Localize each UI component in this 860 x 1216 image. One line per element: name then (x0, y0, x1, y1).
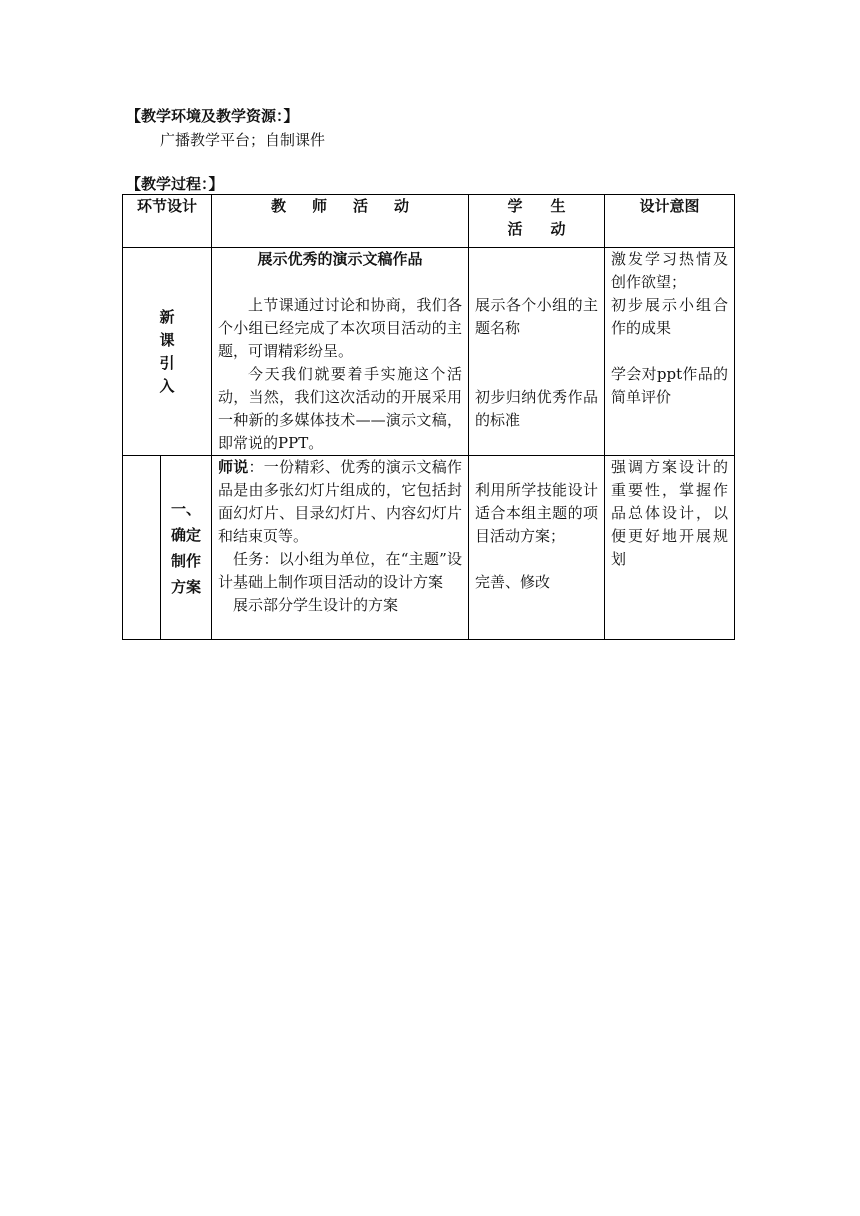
header-section: 环节设计 (123, 195, 212, 248)
student-activity-cell (469, 248, 605, 456)
design-intent-cell (605, 248, 735, 456)
student-activity-text: 完善、修改 (475, 573, 551, 591)
process-heading: 【教学过程：】 (126, 175, 224, 193)
teacher-activity-title: 展示优秀的演示文稿作品 (257, 250, 423, 268)
table-row (123, 456, 735, 640)
teacher-paragraph: 今天我们就要着手实施这个活动，当然，我们这次活动的开展采用一种新的多媒体技术——演示文稿，即常说的PPT。 (218, 365, 463, 452)
design-intent-cell (605, 456, 735, 640)
teacher-activity-cell (212, 456, 469, 640)
teacher-says-label: 师说 (218, 458, 249, 476)
student-activity-text: 利用所学技能设计适合本组主题的项目活动方案； (475, 481, 599, 545)
student-activity-text: 初步归纳优秀作品的标准 (475, 388, 599, 429)
student-activity-text: 展示各个小组的主题名称 (475, 296, 599, 337)
teacher-paragraph: 展示部分学生设计的方案 (233, 596, 399, 614)
student-activity-cell (469, 456, 605, 640)
teacher-paragraph: 上节课通过讨论和协商，我们各个小组已经完成了本次项目活动的主题，可谓精彩纷呈。 (218, 296, 463, 360)
environment-text: 广播教学平台；自制课件 (160, 131, 326, 149)
teacher-paragraph: 师说：一份精彩、优秀的演示文稿作品是由多张幻灯片组成的，它包括封面幻灯片、目录幻灯片、内容幻灯片和结束页等。 (218, 458, 463, 545)
section-spacer-cell (123, 456, 161, 640)
design-intent-text: 学会对ppt作品的简单评价 (611, 365, 729, 406)
section-new-lesson: 新 课 引 入 (123, 248, 212, 456)
design-intent-text: 激发学习热情及创作欲望； (611, 250, 729, 291)
header-student: 学生 活动 (469, 195, 605, 248)
design-intent-text: 初步展示小组合作的成果 (611, 296, 729, 337)
teacher-paragraph: 任务：以小组为单位，在“主题”设计基础上制作项目活动的设计方案 (218, 550, 463, 591)
environment-heading: 【教学环境及教学资源：】 (126, 107, 299, 125)
design-intent-text: 强调方案设计的重要性，掌握作品总体设计，以便更好地开展规划 (611, 458, 729, 568)
teacher-activity-cell (212, 248, 469, 456)
table-row (123, 248, 735, 456)
section-confirm-plan: 一、 确定 制作 方案 (161, 456, 212, 640)
table-header-row (123, 195, 735, 248)
teaching-process-table (122, 194, 735, 640)
header-teacher: 教师活动 (212, 195, 469, 248)
header-intent: 设计意图 (605, 195, 735, 248)
